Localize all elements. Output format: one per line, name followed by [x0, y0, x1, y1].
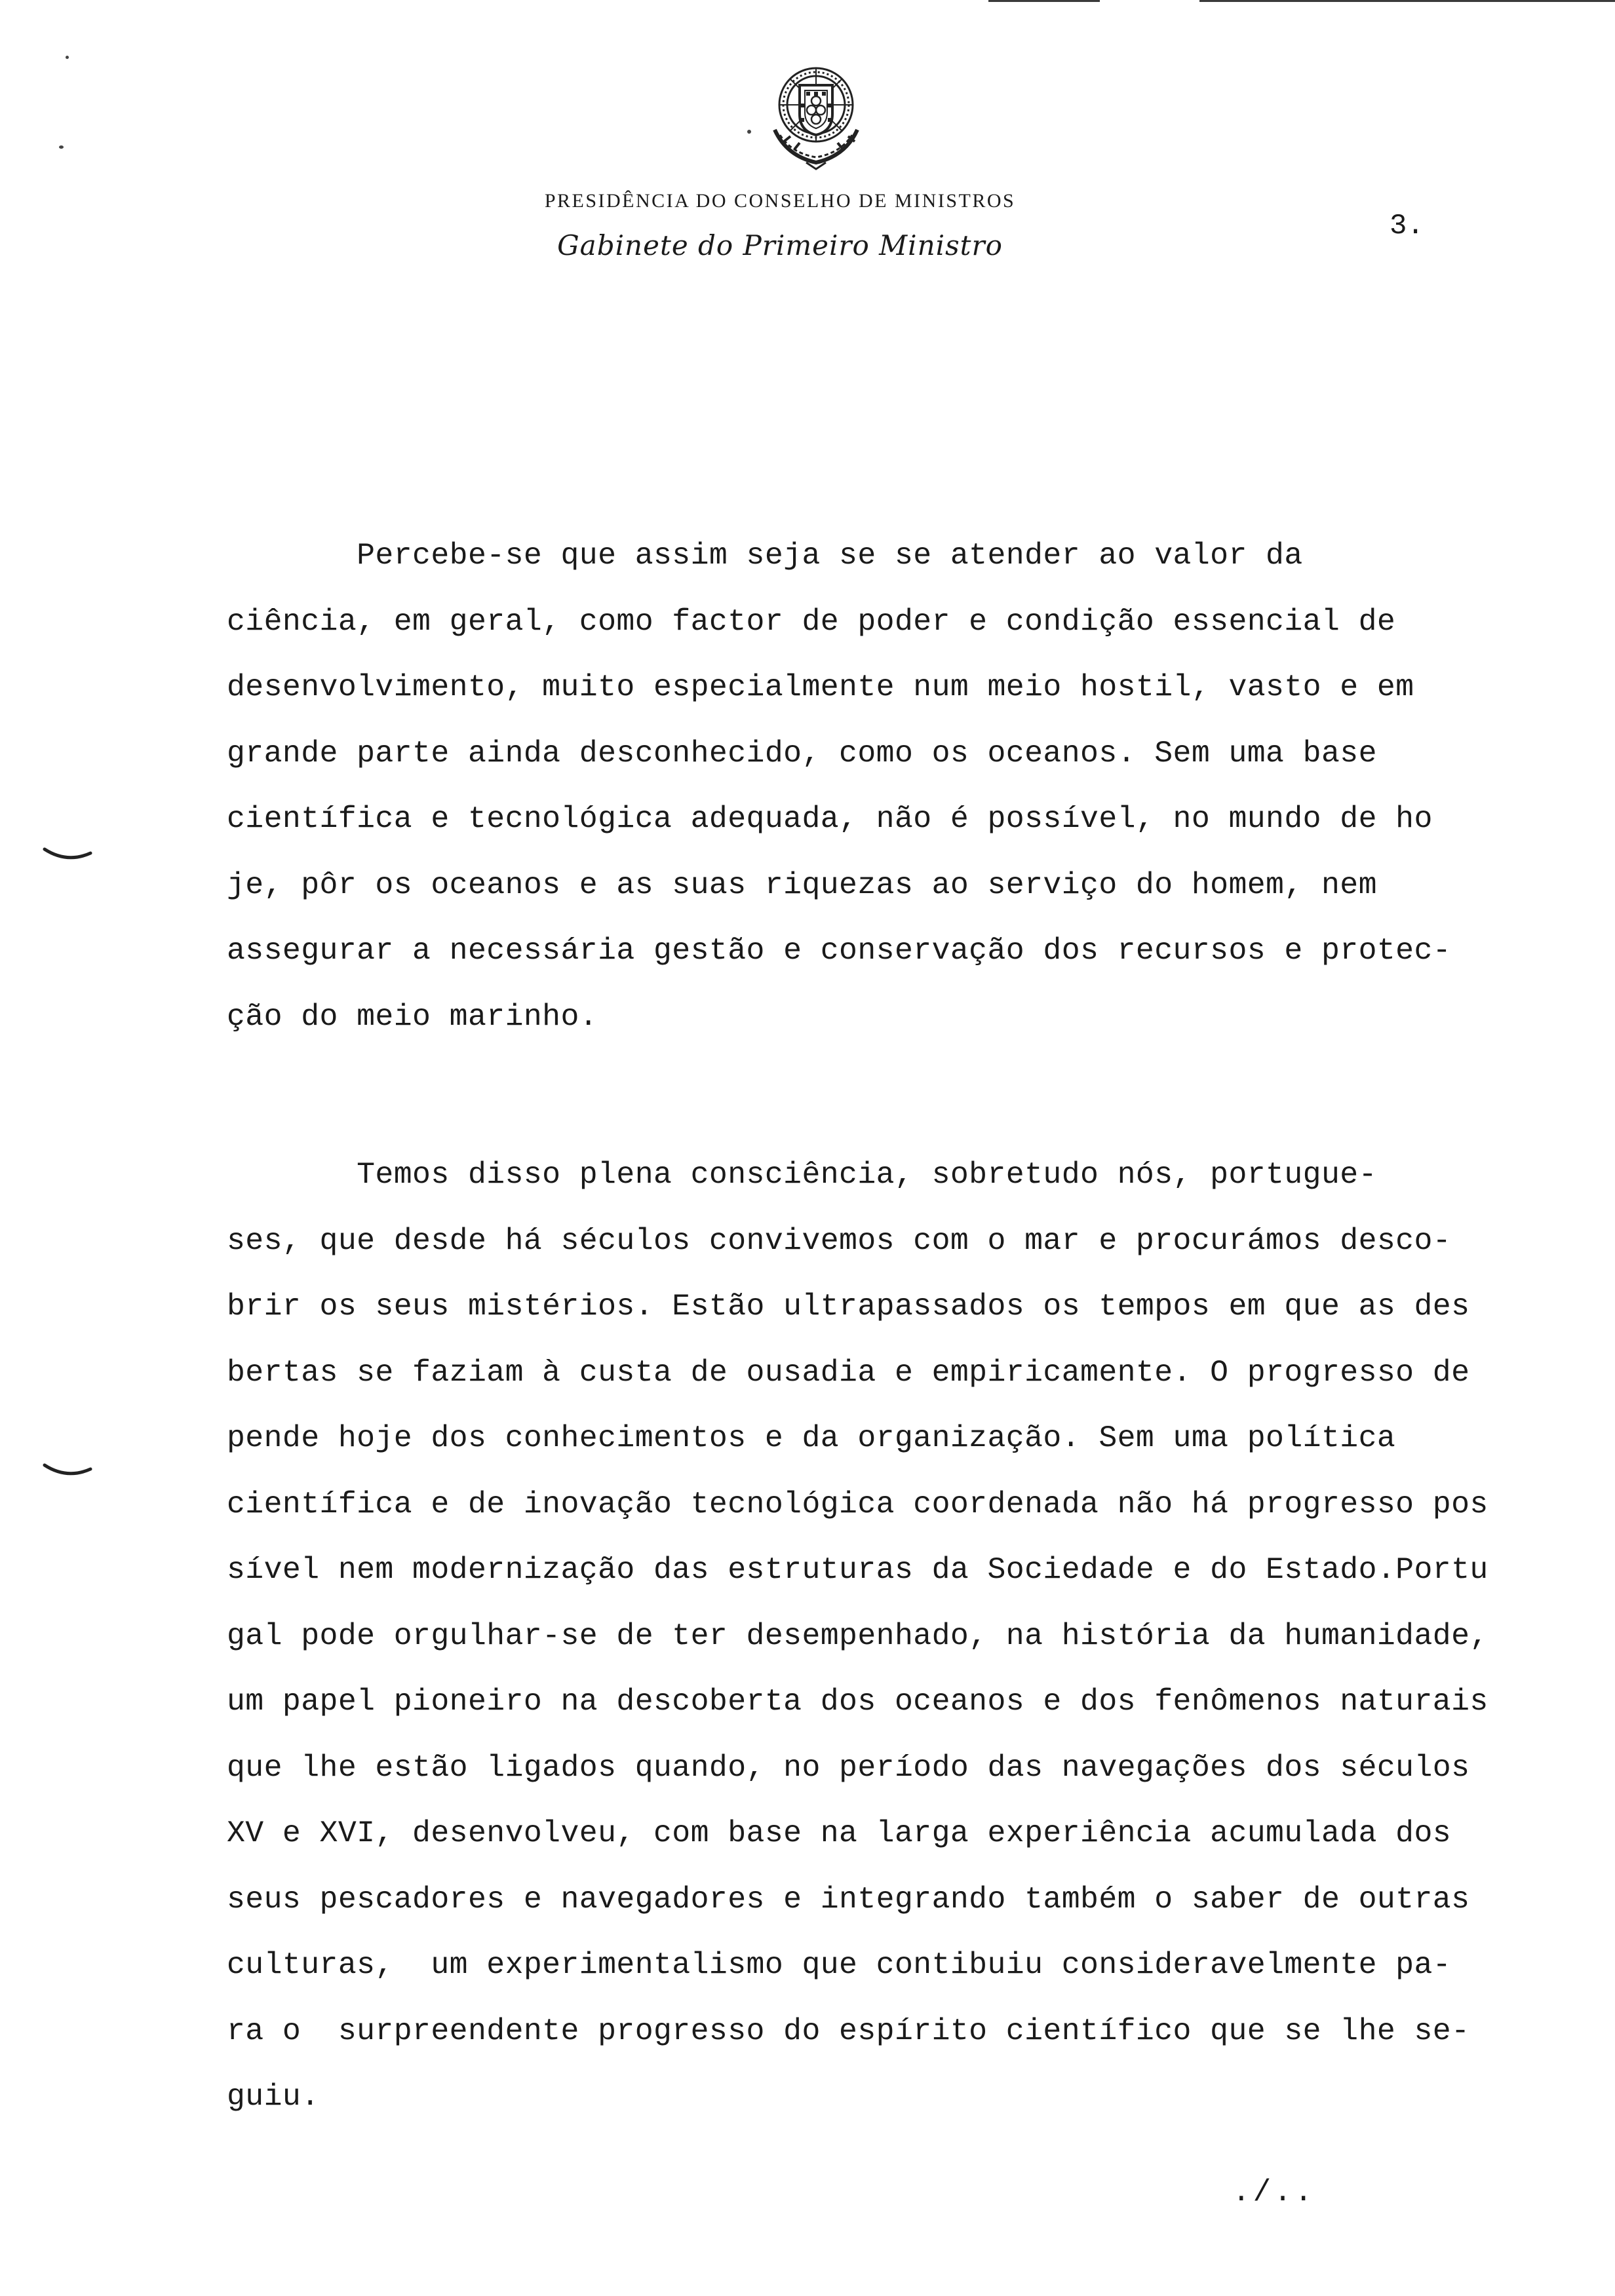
- top-edge-rule: [988, 0, 1100, 2]
- scan-speck: [747, 130, 751, 134]
- text-line: científica e de inovação tecnológica coordenada não há progresso pos: [227, 1486, 1489, 1521]
- text-line: bertas se faziam à custa de ousadia e empiricamente. O progresso de: [227, 1354, 1470, 1390]
- paragraph: [227, 1142, 1557, 2130]
- text-line: Temos disso plena consciência, sobretudo nós, portugue-: [227, 1157, 1377, 1192]
- text-line: guiu.: [227, 2079, 320, 2114]
- text-line: um papel pioneiro na descoberta dos oceanos e dos fenômenos naturais: [227, 1684, 1489, 1719]
- text-line: XV e XVI, desenvolveu, com base na larga experiência acumulada dos: [227, 1816, 1452, 1850]
- text-line: ciência, em geral, como factor de poder e condição essencial de: [227, 603, 1396, 639]
- paragraph: [227, 523, 1557, 1050]
- text-line: culturas, um experimentalismo que contibuiu consideravelmente pa-: [227, 1947, 1452, 1982]
- scan-speck: [59, 145, 64, 149]
- margin-tick-mark: [41, 845, 93, 865]
- text-line: grande parte ainda desconhecido, como os oceanos. Sem uma base: [227, 735, 1377, 771]
- top-edge-rule: [1199, 0, 1615, 2]
- text-line: assegurar a necessária gestão e conservação dos recursos e protec-: [227, 933, 1452, 968]
- text-line: seus pescadores e navegadores e integrando também o saber de outras: [227, 1881, 1470, 1917]
- text-line: gal pode orgulhar-se de ter desempenhado, na história da humanidade,: [227, 1618, 1489, 1653]
- scan-speck: [66, 56, 69, 59]
- margin-tick-mark: [41, 1461, 93, 1481]
- text-line: brir os seus mistérios. Estão ultrapassados os tempos em que as des: [227, 1289, 1470, 1324]
- institution-name: PRESIDÊNCIA DO CONSELHO DE MINISTROS: [544, 190, 1016, 212]
- text-line: desenvolvimento, muito especialmente num meio hostil, vasto e em: [227, 670, 1414, 704]
- text-line: científica e tecnológica adequada, não é possível, no mundo de ho: [227, 801, 1433, 836]
- text-line: je, pôr os oceanos e as suas riquezas ao serviço do homem, nem: [227, 867, 1377, 902]
- text-line: sível nem modernização das estruturas da Sociedade e do Estado.Portu: [227, 1552, 1489, 1587]
- text-line: ção do meio marinho.: [227, 999, 598, 1034]
- text-line: ses, que desde há séculos convivemos com o mar e procurámos desco-: [227, 1223, 1452, 1258]
- page-number: 3.: [1390, 210, 1424, 242]
- text-line: ra o surpreendente progresso do espírito científico que se lhe se-: [227, 2013, 1470, 2048]
- continuation-mark: ./..: [1232, 2175, 1315, 2210]
- text-line: pende hoje dos conhecimentos e da organização. Sem uma política: [227, 1421, 1396, 1455]
- text-line: Percebe-se que assim seja se se atender ao valor da: [227, 538, 1303, 573]
- office-name: Gabinete do Primeiro Ministro: [557, 229, 1003, 261]
- text-line: que lhe estão ligados quando, no período das navegações dos séculos: [227, 1750, 1470, 1785]
- coat-of-arms-emblem: [760, 58, 872, 170]
